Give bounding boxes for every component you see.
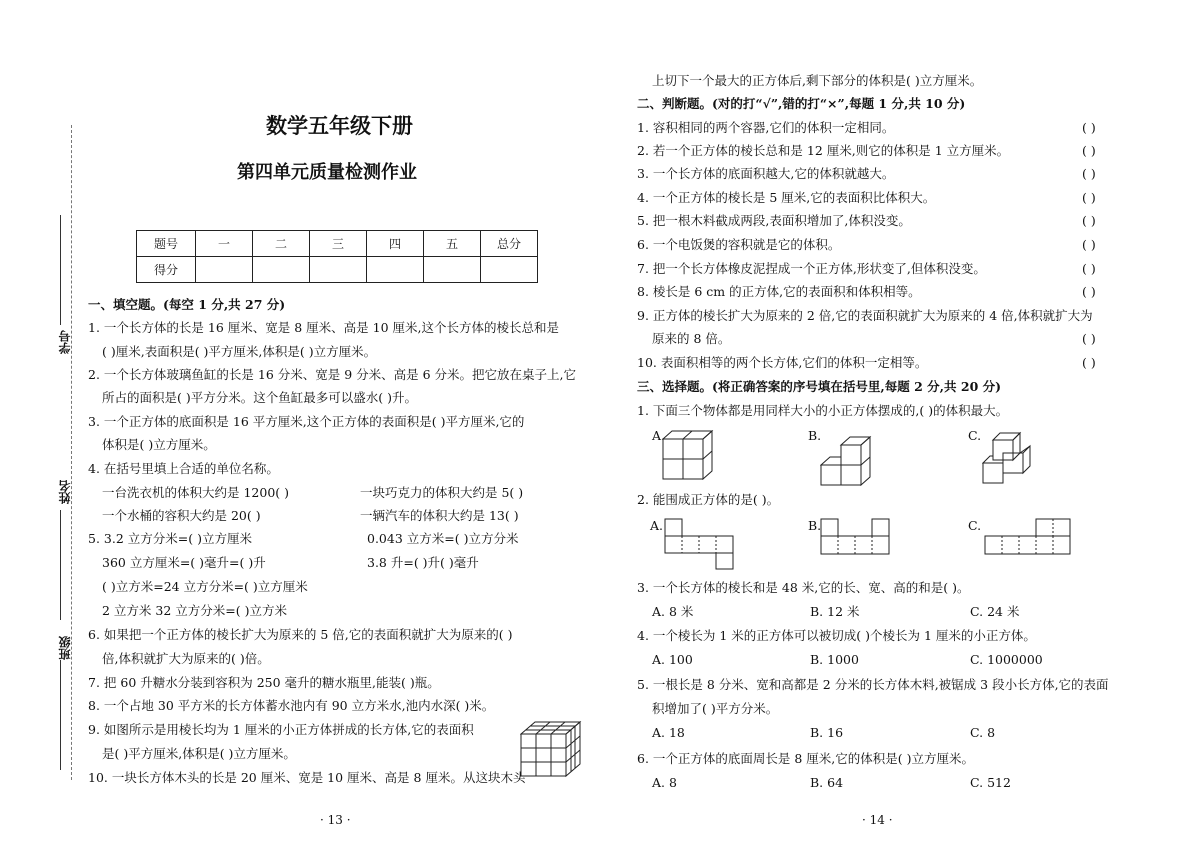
choice-4-option-a: A. 100 — [652, 652, 693, 667]
judgement-item: 5. 把一根木料截成两段,表面积增加了,体积没变。 — [637, 213, 911, 228]
choice-2-option-a-label: A. — [650, 518, 664, 533]
judgement-answer-blank[interactable]: ( ) — [1082, 143, 1096, 158]
choice-1-figure-b — [820, 430, 872, 486]
question-6-line-2: 倍,体积就扩大为原来的( )倍。 — [102, 651, 270, 666]
choice-4: 4. 一个棱长为 1 米的正方体可以被切成( )个棱长为 1 厘米的小正方体。 — [637, 628, 1036, 643]
choice-1-figure-c — [982, 428, 1034, 484]
class-label: 班级 — [58, 636, 72, 660]
choice-6-option-a: A. 8 — [652, 775, 677, 790]
score-header-cell: 题号 — [137, 231, 196, 257]
question-10: 10. 一块长方体木头的长是 20 厘米、宽是 10 厘米、高是 8 厘米。从这块木头 — [88, 770, 526, 785]
choice-6: 6. 一个正方体的底面周长是 8 厘米,它的体积是( )立方厘米。 — [637, 751, 975, 766]
choice-1-option-a-label: A. — [652, 428, 666, 443]
judgement-item: 7. 把一个长方体橡皮泥捏成一个正方体,形状变了,但体积没变。 — [637, 261, 986, 276]
question-8: 8. 一个占地 30 平方米的长方体蓄水池内有 90 立方米水,池内水深( )米。 — [88, 698, 495, 713]
choice-6-option-c: C. 512 — [970, 775, 1011, 790]
question-7: 7. 把 60 升糖水分装到容积为 250 毫升的糖水瓶里,能装( )瓶。 — [88, 675, 440, 690]
choice-2-net-a — [664, 518, 736, 570]
score-cell[interactable] — [481, 257, 538, 283]
choice-3-option-b: B. 12 米 — [810, 604, 860, 619]
judgement-answer-blank[interactable]: ( ) — [1082, 355, 1096, 370]
choice-1-figure-a — [662, 430, 714, 480]
question-1-line-2: ( )厘米,表面积是( )平方厘米,体积是( )立方厘米。 — [102, 344, 377, 359]
choice-4-option-b: B. 1000 — [810, 652, 859, 667]
question-10-continued: 上切下一个最大的正方体后,剩下部分的体积是( )立方厘米。 — [652, 73, 983, 88]
score-table-header-row — [137, 231, 538, 257]
page-number-14: · 14 · — [862, 813, 893, 827]
question-2-line-1: 2. 一个长方体玻璃鱼缸的长是 16 分米、宽是 9 分米、高是 6 分米。把它放在桌子上,它 — [88, 367, 577, 382]
choice-2-option-c-label: C. — [968, 518, 982, 533]
choice-5-option-a: A. 18 — [652, 725, 685, 740]
choice-1: 1. 下面三个物体都是用同样大小的小正方体摆成的,( )的体积最大。 — [637, 403, 1009, 418]
student-number-line — [60, 215, 61, 325]
judgement-answer-blank[interactable]: ( ) — [1082, 120, 1096, 135]
judgement-answer-blank[interactable]: ( ) — [1082, 261, 1096, 276]
question-9-line-1: 9. 如图所示是用棱长均为 1 厘米的小正方体拼成的长方体,它的表面积 — [88, 722, 474, 737]
judgement-answer-blank[interactable]: ( ) — [1082, 284, 1096, 299]
score-row-label: 得分 — [137, 257, 196, 283]
question-2-line-2: 所占的面积是( )平方分米。这个鱼缸最多可以盛水( )升。 — [102, 390, 417, 405]
question-5-item-a: 5. 3.2 立方分米=( )立方厘米 — [88, 531, 252, 546]
score-header-cell: 一 — [196, 231, 253, 257]
question-5-item-d: 3.8 升=( )升( )毫升 — [367, 555, 479, 570]
score-header-cell: 二 — [253, 231, 310, 257]
choice-1-option-b-label: B. — [808, 428, 822, 443]
judgement-item: 原来的 8 倍。 — [652, 331, 731, 346]
question-1-line-1: 1. 一个长方体的长是 16 厘米、宽是 8 厘米、高是 10 厘米,这个长方体的棱长总和是 — [88, 320, 559, 335]
judgement-item: 3. 一个长方体的底面积越大,它的体积就越大。 — [637, 166, 895, 181]
page-number-13: · 13 · — [320, 813, 351, 827]
score-header-cell: 总分 — [481, 231, 538, 257]
score-cell[interactable] — [310, 257, 367, 283]
choice-6-option-b: B. 64 — [810, 775, 844, 790]
question-4-item-d: 一辆汽车的体积大约是 13( ) — [360, 508, 519, 523]
page-title: 数学五年级下册 — [266, 114, 413, 138]
score-cell[interactable] — [253, 257, 310, 283]
name-line — [60, 510, 61, 620]
judgement-answer-blank[interactable]: ( ) — [1082, 166, 1096, 181]
choice-3: 3. 一个长方体的棱长和是 48 米,它的长、宽、高的和是( )。 — [637, 580, 970, 595]
question-5-item-f: 2 立方米 32 立方分米=( )立方米 — [102, 603, 287, 618]
judgement-item: 8. 棱长是 6 cm 的正方体,它的表面积和体积相等。 — [637, 284, 921, 299]
score-header-cell: 五 — [424, 231, 481, 257]
judgement-item: 9. 正方体的棱长扩大为原来的 2 倍,它的表面积就扩大为原来的 4 倍,体积就扩大为 — [637, 308, 1093, 323]
score-cell[interactable] — [424, 257, 481, 283]
choice-2-net-c — [984, 518, 1074, 556]
section-1-heading: 一、填空题。(每空 1 分,共 27 分) — [88, 297, 286, 312]
question-5-item-b: 0.043 立方米=( )立方分米 — [367, 531, 519, 546]
choice-2-net-b — [820, 518, 892, 556]
question-3-line-2: 体积是( )立方厘米。 — [102, 437, 216, 452]
section-3-heading: 三、选择题。(将正确答案的序号填在括号里,每题 2 分,共 20 分) — [637, 379, 1002, 394]
choice-3-option-a: A. 8 米 — [652, 604, 694, 619]
question-4: 4. 在括号里填上合适的单位名称。 — [88, 461, 279, 476]
question-6-line-1: 6. 如果把一个正方体的棱长扩大为原来的 5 倍,它的表面积就扩大为原来的( ) — [88, 627, 513, 642]
judgement-answer-blank[interactable]: ( ) — [1082, 190, 1096, 205]
question-4-item-b: 一块巧克力的体积大约是 5( ) — [360, 485, 524, 500]
question-5-item-c: 360 立方厘米=( )毫升=( )升 — [102, 555, 266, 570]
score-header-cell: 三 — [310, 231, 367, 257]
choice-4-option-c: C. 1000000 — [970, 652, 1043, 667]
score-cell[interactable] — [367, 257, 424, 283]
judgement-item: 10. 表面积相等的两个长方体,它们的体积一定相等。 — [637, 355, 928, 370]
score-table-score-row — [137, 257, 538, 283]
page-subtitle: 第四单元质量检测作业 — [237, 162, 417, 183]
question-3-line-1: 3. 一个正方体的底面积是 16 平方厘米,这个正方体的表面积是( )平方厘米,它的 — [88, 414, 525, 429]
judgement-answer-blank[interactable]: ( ) — [1082, 213, 1096, 228]
choice-5-option-c: C. 8 — [970, 725, 996, 740]
question-5-item-e: ( )立方米=24 立方分米=( )立方厘米 — [102, 579, 308, 594]
choice-5-option-b: B. 16 — [810, 725, 844, 740]
student-number-label: 学号 — [58, 330, 72, 354]
choice-1-option-c-label: C. — [968, 428, 982, 443]
choice-2-option-b-label: B. — [808, 518, 822, 533]
question-4-item-c: 一个水桶的容积大约是 20( ) — [102, 508, 261, 523]
judgement-answer-blank[interactable]: ( ) — [1082, 331, 1096, 346]
choice-3-option-c: C. 24 米 — [970, 604, 1020, 619]
choice-2: 2. 能围成正方体的是( )。 — [637, 492, 780, 507]
name-label: 姓名 — [58, 480, 72, 504]
class-line — [60, 660, 61, 770]
score-cell[interactable] — [196, 257, 253, 283]
judgement-item: 6. 一个电饭煲的容积就是它的体积。 — [637, 237, 841, 252]
section-2-heading: 二、判断题。(对的打“√”,错的打“×”,每题 1 分,共 10 分) — [637, 96, 966, 111]
score-header-cell: 四 — [367, 231, 424, 257]
judgement-item: 1. 容积相同的两个容器,它们的体积一定相同。 — [637, 120, 895, 135]
score-table — [136, 230, 538, 283]
question-4-item-a: 一台洗衣机的体积大约是 1200( ) — [102, 485, 290, 500]
choice-5-line-1: 5. 一根长是 8 分米、宽和高都是 2 分米的长方体木料,被锯成 3 段小长方体,它的表面 — [637, 677, 1109, 692]
question-9-line-2: 是( )平方厘米,体积是( )立方厘米。 — [102, 746, 296, 761]
binding-line — [71, 125, 72, 780]
judgement-item: 2. 若一个正方体的棱长总和是 12 厘米,则它的体积是 1 立方厘米。 — [637, 143, 1010, 158]
choice-5-line-2: 积增加了( )平方分米。 — [652, 701, 779, 716]
judgement-answer-blank[interactable]: ( ) — [1082, 237, 1096, 252]
cuboid-figure — [520, 720, 584, 778]
judgement-item: 4. 一个正方体的棱长是 5 厘米,它的表面积比体积大。 — [637, 190, 936, 205]
